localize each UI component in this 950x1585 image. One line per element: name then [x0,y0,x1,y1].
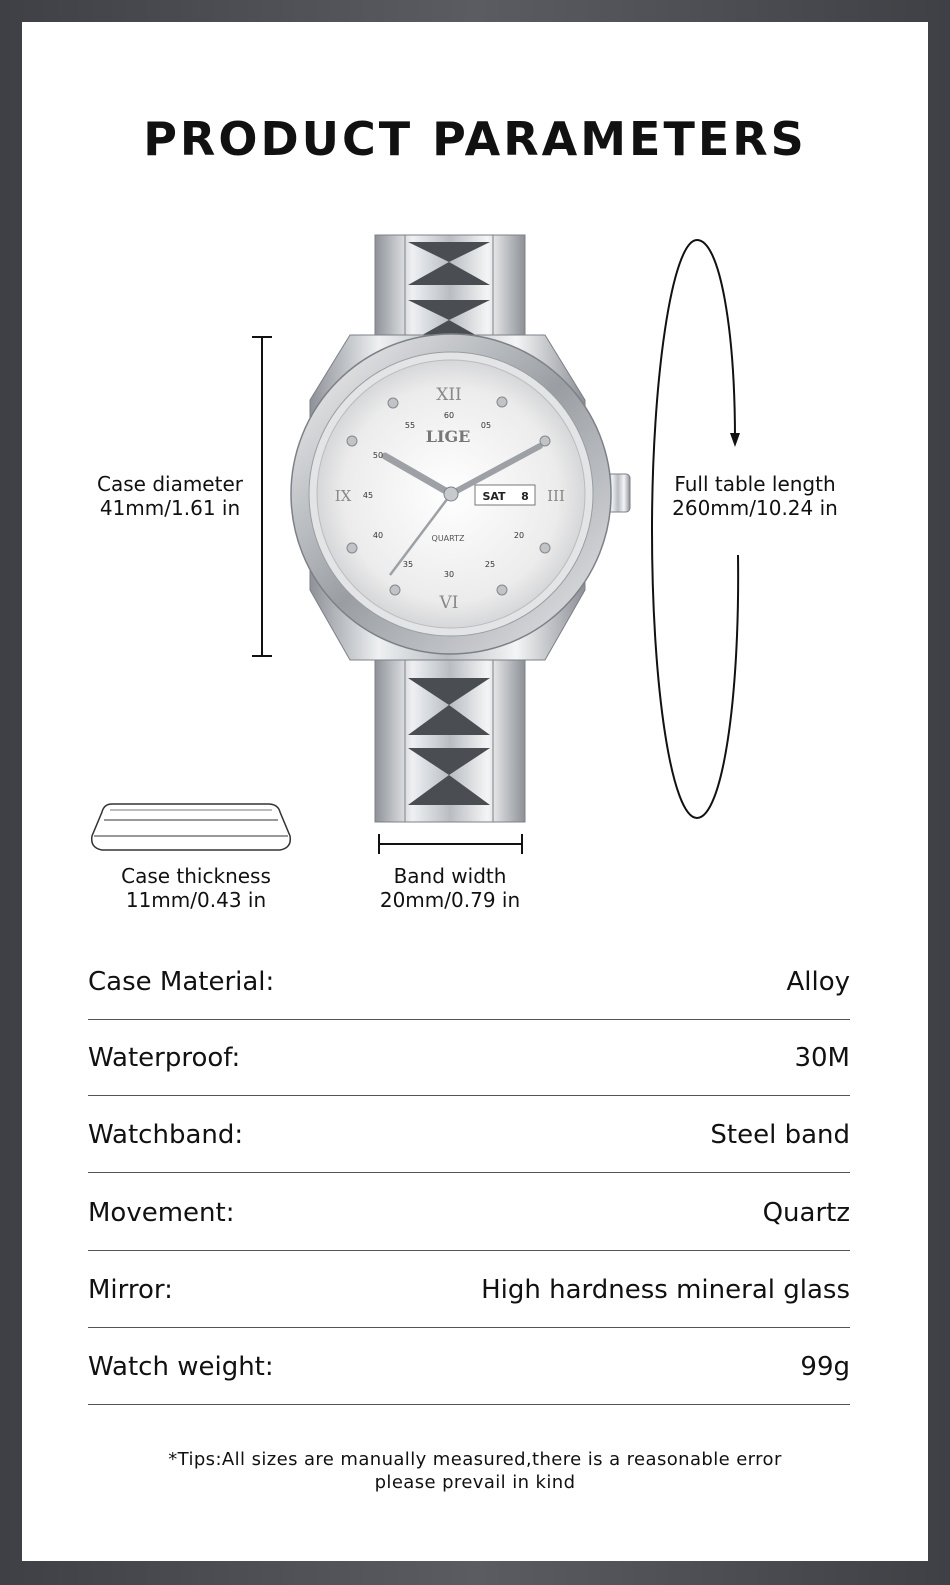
band-width-title: Band width [393,864,507,888]
num-30: 30 [443,570,455,579]
spec-row-movement [88,1174,850,1251]
case-diameter-title: Case diameter [97,472,243,496]
date-text: 8 [521,490,529,503]
spec-key: Watch weight: [88,1352,274,1382]
spec-row-mirror [88,1251,850,1328]
num-05: 05 [480,421,492,430]
full-length-title: Full table length [674,472,836,496]
spec-row-watch-weight [88,1328,850,1405]
case-diameter-label [80,472,260,520]
num-20: 20 [513,531,525,540]
num-35: 35 [402,560,414,569]
brand-logo: LIGE [425,427,471,446]
quartz-label: QUARTZ [431,534,465,543]
spec-row-watchband [88,1096,850,1173]
page-title: PRODUCT PARAMETERS [143,112,807,166]
spec-key: Waterproof: [88,1043,241,1073]
spec-value: 99g [800,1352,850,1382]
spec-value: Quartz [762,1198,850,1228]
measurement-tips [0,1448,950,1494]
band-width-label [350,864,550,912]
roman-vi: VI [439,593,459,613]
roman-ix: IX [334,487,352,505]
num-60: 60 [443,411,455,420]
full-length-label [660,472,850,520]
case-thickness-title: Case thickness [121,864,271,888]
band-width-value: 20mm/0.79 in [379,888,521,912]
spec-key: Mirror: [88,1275,173,1305]
roman-xii: XII [436,385,462,405]
roman-iii: III [547,487,565,505]
watch-image [280,230,640,830]
full-length-value: 260mm/10.24 in [672,496,838,520]
full-length-loop-arrow [640,236,750,826]
case-thickness-label [96,864,296,912]
band-width-bracket [378,832,524,856]
num-55: 55 [404,421,416,430]
spec-key: Case Material: [88,967,275,997]
spec-key: Watchband: [88,1120,244,1150]
day-text: SAT [482,490,506,503]
spec-value: 30M [794,1043,850,1073]
tips-line-2: please prevail in kind [374,1472,576,1493]
spec-value: High hardness mineral glass [481,1275,850,1305]
spec-row-waterproof [88,1019,850,1096]
tips-line-1: *Tips:All sizes are manually measured,there is a reasonable error [168,1449,782,1470]
case-side-view-icon [90,800,292,854]
spec-value: Alloy [786,967,850,997]
num-25: 25 [484,560,496,569]
case-diameter-value: 41mm/1.61 in [99,496,241,520]
spec-key: Movement: [88,1198,235,1228]
case-thickness-value: 11mm/0.43 in [125,888,267,912]
spec-value: Steel band [710,1120,850,1150]
spec-row-case-material [88,943,850,1020]
num-50: 50 [372,451,384,460]
num-45: 45 [362,491,374,500]
num-40: 40 [372,531,384,540]
